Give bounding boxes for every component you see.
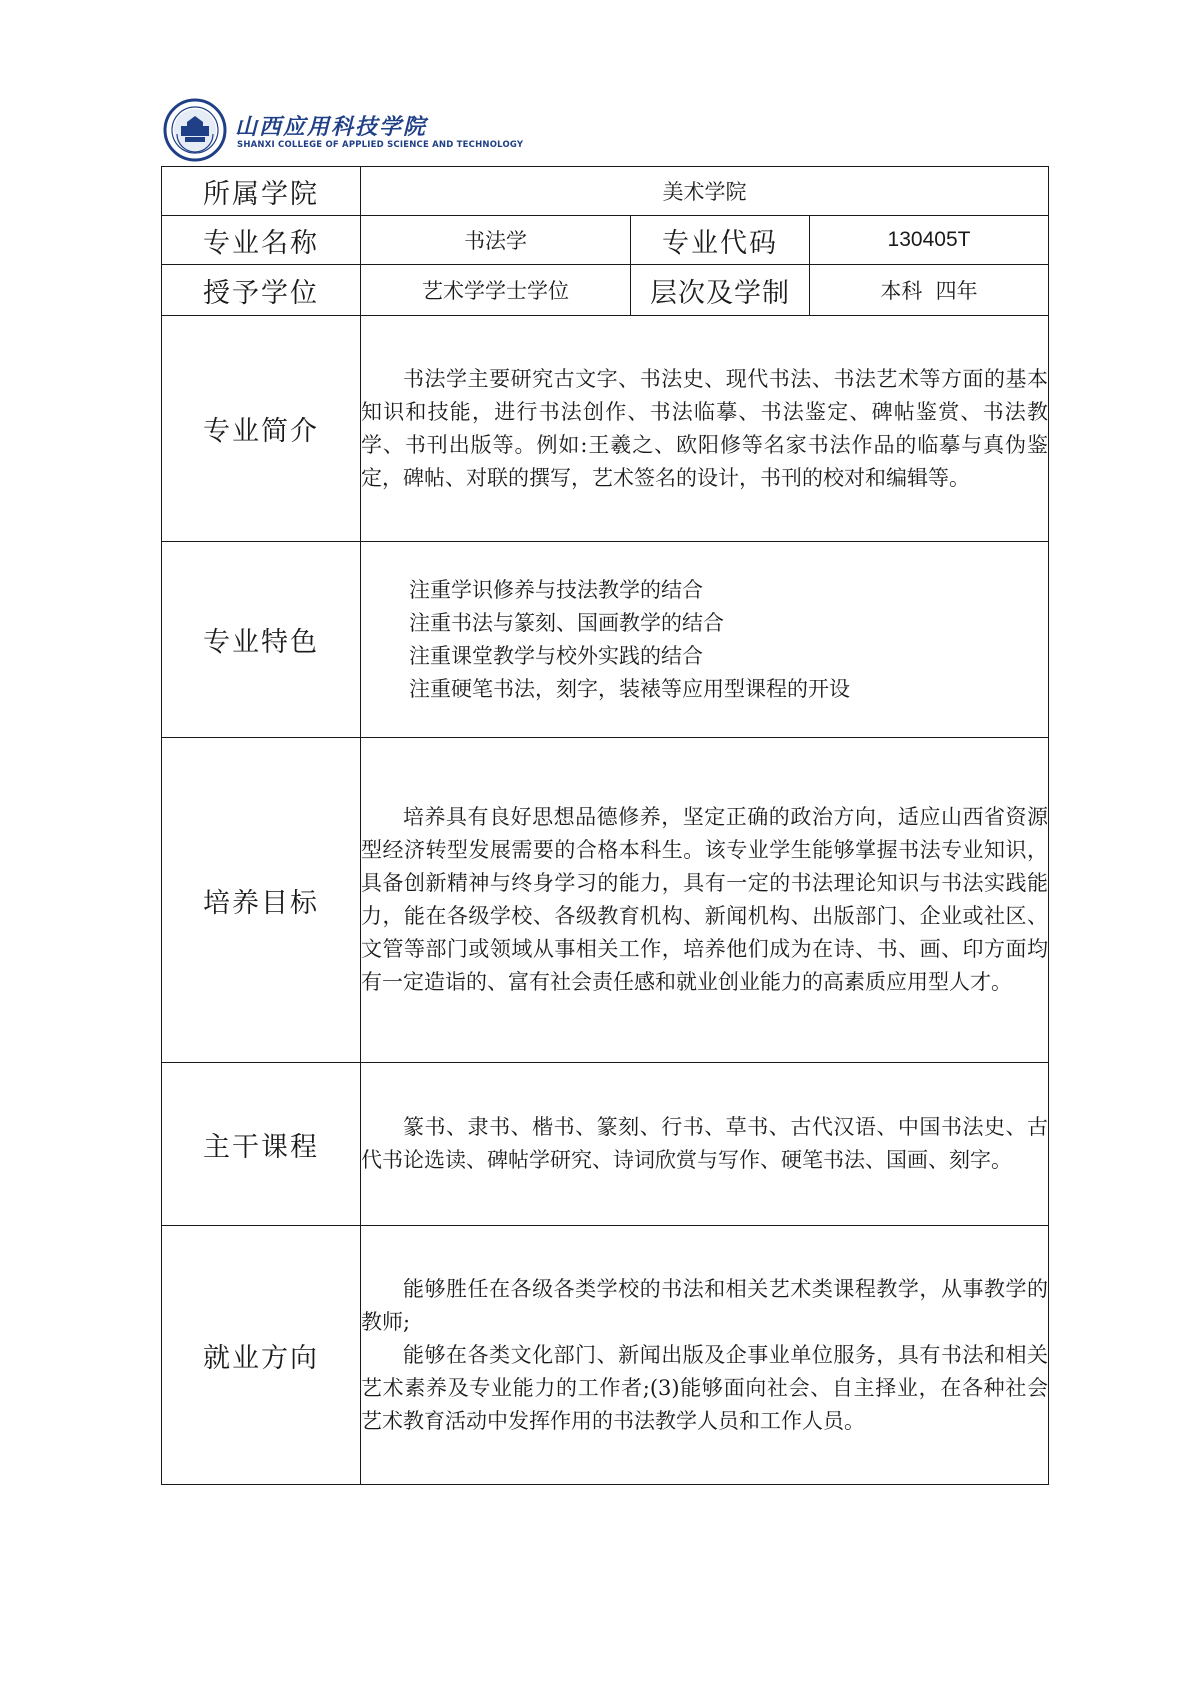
features-label: 专业特色 xyxy=(162,542,361,738)
code-label: 专业代码 xyxy=(631,216,810,265)
goal-cell xyxy=(361,738,1049,1063)
row-career xyxy=(162,1226,1049,1485)
feature-item: 注重硬笔书法，刻字，装裱等应用型课程的开设 xyxy=(409,676,850,701)
features-cell xyxy=(361,542,1049,738)
goal-text: 培养具有良好思想品德修养，坚定正确的政治方向，适应山西省资源型经济转型发展需要的合格本科生。该专业学生能够掌握书法专业知识，具备创新精神与终身学习的能力，具有一定的书法理论知识与书法实践能力，能在各级学校、各级教育机构、新闻机构、出版部门、企业或社区、文管等部门或领域从事相关工作，培养他们成为在诗、书、画、印方面均有一定造诣的、富有社会责任感和就业创业能力的高素质应用型人才。 xyxy=(361,805,1049,994)
college-value: 美术学院 xyxy=(361,167,1049,216)
major-label: 专业名称 xyxy=(162,216,361,265)
school-name: 山西应用科技学院 xyxy=(235,114,428,140)
intro-label: 专业简介 xyxy=(162,316,361,542)
row-college xyxy=(162,167,1049,216)
level-label: 层次及学制 xyxy=(631,265,810,316)
career-label: 就业方向 xyxy=(162,1226,361,1485)
career-paragraph: 能够胜任在各级各类学校的书法和相关艺术类课程教学，从事教学的教师; xyxy=(361,1276,1049,1334)
major-value: 书法学 xyxy=(361,216,631,265)
row-major xyxy=(162,216,1049,265)
courses-label: 主干课程 xyxy=(162,1063,361,1226)
courses-text: 篆书、隶书、楷书、篆刻、行书、草书、古代汉语、中国书法史、古代书论选读、碑帖学研究、诗词欣赏与写作、硬笔书法、国画、刻字。 xyxy=(361,1115,1049,1172)
feature-item: 注重学识修养与技法教学的结合 xyxy=(409,577,703,602)
major-info-table xyxy=(161,166,1049,1485)
goal-label: 培养目标 xyxy=(162,738,361,1063)
code-value: 130405T xyxy=(810,216,1049,265)
row-features xyxy=(162,542,1049,738)
row-intro xyxy=(162,316,1049,542)
degree-value: 艺术学学士学位 xyxy=(361,265,631,316)
school-seal-logo xyxy=(163,98,227,162)
school-header xyxy=(163,98,583,162)
career-paragraph: 能够在各类文化部门、新闻出版及企事业单位服务，具有书法和相关艺术素养及专业能力的工作者;(3)能够面向社会、自主择业，在各种社会艺术教育活动中发挥作用的书法教学人员和工作人员。 xyxy=(361,1342,1049,1433)
feature-item: 注重书法与篆刻、国画教学的结合 xyxy=(409,610,724,635)
level-value: 本科 四年 xyxy=(810,265,1049,316)
row-courses xyxy=(162,1063,1049,1226)
school-name-en: SHANXI COLLEGE OF APPLIED SCIENCE AND TECHNOLOGY xyxy=(237,140,524,150)
intro-cell xyxy=(361,316,1049,542)
career-cell xyxy=(361,1226,1049,1485)
courses-cell xyxy=(361,1063,1049,1226)
intro-text: 书法学主要研究古文字、书法史、现代书法、书法艺术等方面的基本知识和技能，进行书法创作、书法临摹、书法鉴定、碑帖鉴赏、书法教学、书刊出版等。例如:王羲之、欧阳修等名家书法作品的临摹与真伪鉴定，碑帖、对联的撰写，艺术签名的设计，书刊的校对和编辑等。 xyxy=(361,366,1049,490)
college-label: 所属学院 xyxy=(162,167,361,216)
feature-item: 注重课堂教学与校外实践的结合 xyxy=(409,643,703,668)
row-degree xyxy=(162,265,1049,316)
row-goal xyxy=(162,738,1049,1063)
degree-label: 授予学位 xyxy=(162,265,361,316)
